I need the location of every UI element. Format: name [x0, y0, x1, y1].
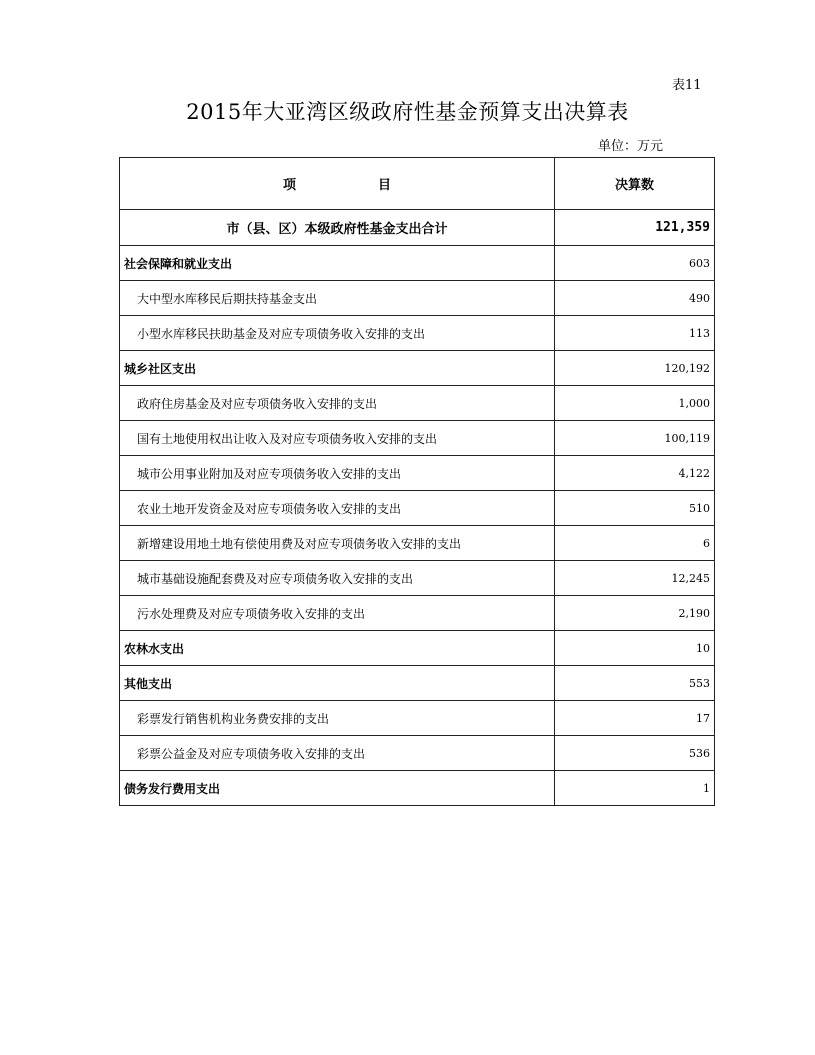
- total-value: 121,359: [555, 210, 715, 246]
- table-row: [120, 491, 715, 526]
- table-row: [120, 701, 715, 736]
- table-row: [120, 666, 715, 701]
- row-value: 12,245: [555, 561, 715, 596]
- row-label: 政府住房基金及对应专项债务收入安排的支出: [120, 386, 555, 421]
- row-value: 553: [555, 666, 715, 701]
- row-value: 6: [555, 526, 715, 561]
- table-header-row: [120, 158, 715, 210]
- table-row: [120, 316, 715, 351]
- row-value: 603: [555, 246, 715, 281]
- row-label: 农业土地开发资金及对应专项债务收入安排的支出: [120, 491, 555, 526]
- row-value: 536: [555, 736, 715, 771]
- table-row: [120, 456, 715, 491]
- row-label: 债务发行费用支出: [120, 771, 555, 806]
- row-label: 新增建设用地土地有偿使用费及对应专项债务收入安排的支出: [120, 526, 555, 561]
- budget-table: [119, 157, 715, 806]
- row-label: 农林水支出: [120, 631, 555, 666]
- row-value: 2,190: [555, 596, 715, 631]
- page-title: 2015年大亚湾区级政府性基金预算支出决算表: [186, 100, 629, 124]
- table-row: [120, 246, 715, 281]
- table-row: [120, 281, 715, 316]
- row-value: 10: [555, 631, 715, 666]
- table-row: [120, 596, 715, 631]
- row-value: 510: [555, 491, 715, 526]
- row-value: 1,000: [555, 386, 715, 421]
- total-label: 市（县、区）本级政府性基金支出合计: [120, 210, 555, 246]
- row-label: 小型水库移民扶助基金及对应专项债务收入安排的支出: [120, 316, 555, 351]
- row-value: 4,122: [555, 456, 715, 491]
- row-label: 其他支出: [120, 666, 555, 701]
- header-value: 决算数: [555, 158, 715, 210]
- row-label: 彩票发行销售机构业务费安排的支出: [120, 701, 555, 736]
- row-label: 城乡社区支出: [120, 351, 555, 386]
- row-label: 彩票公益金及对应专项债务收入安排的支出: [120, 736, 555, 771]
- row-label: 城市基础设施配套费及对应专项债务收入安排的支出: [120, 561, 555, 596]
- table-row: [120, 386, 715, 421]
- table-row: [120, 421, 715, 456]
- header-item-b: 目: [378, 178, 392, 193]
- row-value: 1: [555, 771, 715, 806]
- unit-label: 单位：万元: [598, 139, 664, 154]
- row-label: 国有土地使用权出让收入及对应专项债务收入安排的支出: [120, 421, 555, 456]
- row-label: 污水处理费及对应专项债务收入安排的支出: [120, 596, 555, 631]
- table-row: [120, 561, 715, 596]
- header-item: [120, 158, 555, 210]
- row-value: 113: [555, 316, 715, 351]
- row-label: 社会保障和就业支出: [120, 246, 555, 281]
- table-row: [120, 526, 715, 561]
- table-row: [120, 351, 715, 386]
- row-label: 城市公用事业附加及对应专项债务收入安排的支出: [120, 456, 555, 491]
- row-value: 120,192: [555, 351, 715, 386]
- table-row: [120, 631, 715, 666]
- row-value: 490: [555, 281, 715, 316]
- table-row: [120, 736, 715, 771]
- table-row: [120, 771, 715, 806]
- table-number: 表11: [672, 78, 702, 93]
- row-label: 大中型水库移民后期扶持基金支出: [120, 281, 555, 316]
- row-value: 100,119: [555, 421, 715, 456]
- total-row: [120, 210, 715, 246]
- row-value: 17: [555, 701, 715, 736]
- header-item-a: 项: [282, 178, 296, 193]
